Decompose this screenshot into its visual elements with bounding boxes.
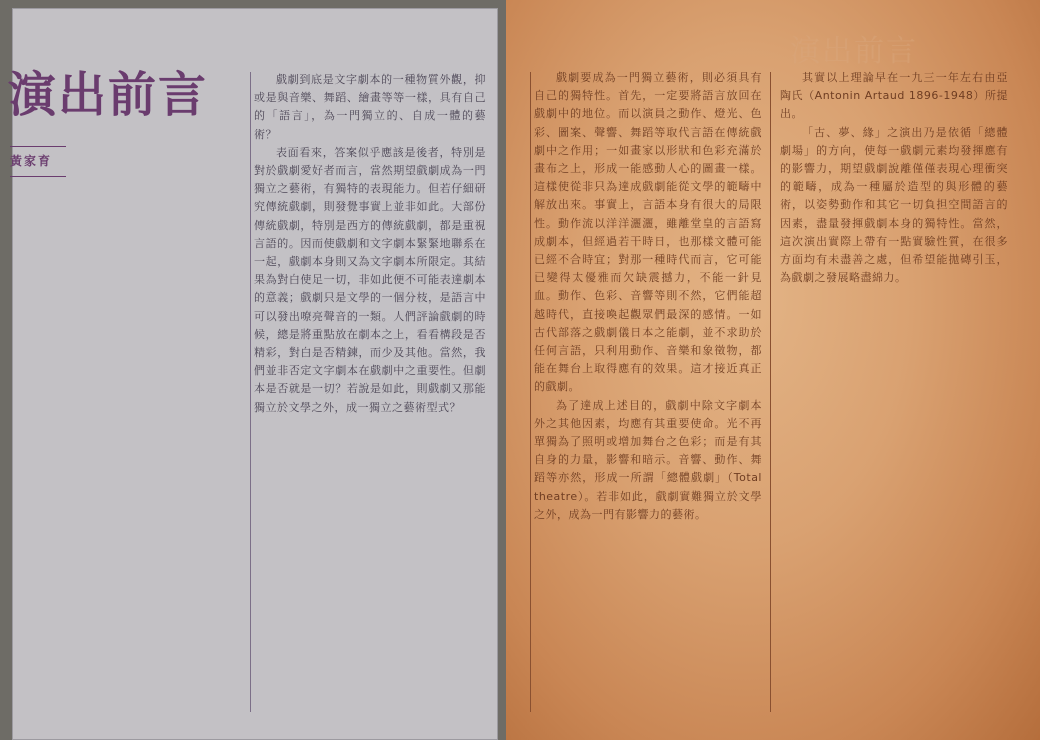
- right-paragraph: 「古、夢、緣」之演出乃是依循「總體劇場」的方向，使每一戲劇元素均發揮應有的影響力，期望戲劇說離僅僅表現心理衝突的範疇，成為一種屬於造型的與形體的藝術，以姿勢動作和其它一切負担空間語言的因素，盡量發揮戲劇本身的獨特性。當然，這次演出實際上帶有一點實驗性質，在很多方面均有未盡善之處，但希望能拋磚引玉，為戲劇之發展略盡綿力。: [780, 125, 1008, 285]
- left-paragraph: 表面看來，答案似乎應該是後者，特別是對於戲劇愛好者而言，當然期望戲劇成為一門獨立之藝術，有獨特的表現能力。但若仔細研究傳統戲劇，則發覺事實上並非如此。大部份傳統戲劇，特別是西方的傳統戲劇，都是重視言語的。因而使戲劇和文字劇本緊緊地聯系在一起，戲劇本身則又為文字劇本所限定。其結果為對白使足一切，非如此便不可能表達劇本的意義；戲劇只是文學的一個分枝，是語言中可以發出嘹亮聲音的一類。人們評論戲劇的時候，總是將重點放在劇本之上，看看構段是否精彩，對白是否精鍊，而少及其他。當然，我們並非否定文字劇本在戲劇中之重要性。但劇本是否就是一切？若說是如此，則戲劇又那能獨立於文學之外，成一獨立之藝術型式？: [254, 145, 486, 414]
- author-rule-top: [10, 146, 66, 147]
- right-page-column-2: [780, 69, 1008, 287]
- right-paragraph: 戲劇要成為一門獨立藝術，則必須具有自己的獨特性。首先，一定要將語言放回在戲劇中的地位。而以演員之動作、燈光、色彩、圖案、聲響、舞蹈等取代言語在傳統戲劇中之作用；一如畫家以形狀和色彩充滿於畫布之上，形成一能感動人心的圖畫一樣。這樣使從非只為達成戲劇能從文學的範疇中解放出來。事實上，言語本身有很大的局限性。動作流以洋洋灑灑，雖離堂皇的言語寫成劇本，但經過若干時日，也那樣文體可能已經不合時宜；對那一種時代而言，它可能已變得太優雅而欠缺震撼力，不能一針見血。動作、色彩、音響等則不然，它們能超越時代，直接喚起觀眾們最深的感情。一如古代部落之戲劇儀日本之能劇，並不求助於任何言語，只利用動作、音樂和象徵物，都能在舞台上取得應有的效果。這才接近真正的戲劇。: [534, 71, 762, 394]
- right-paragraph: 其實以上理論早在一九三一年左右由亞陶氏（Antonin Artaud 1896-1948）所提出。: [780, 71, 1008, 121]
- right-paragraph: 為了達成上述目的，戲劇中除文字劇本外之其他因素，均應有其重要使命。光不再單獨為了照明或增加舞台之色彩；而是有其自身的力量，影響和暗示。音響、動作、舞蹈等亦然，形成一所謂「總體戲劇」（Total theatre）。若非如此，戲劇實難獨立於文學之外，成為一門有影響力的藝術。: [534, 398, 762, 521]
- right-column1-rule: [530, 72, 531, 712]
- left-column-rule: [250, 72, 251, 712]
- left-paragraph: 戲劇到底是文字劇本的一種物質外觀，抑或是與音樂、舞蹈、繪畫等等一樣，具有自己的「語言」，為一門獨立的、自成一體的藝術？: [254, 73, 486, 141]
- page-title: 演出前言: [8, 67, 209, 123]
- right-page-column-1: [534, 69, 762, 524]
- ghost-heading: 演出前言: [790, 34, 918, 69]
- author-name: 黃家育: [10, 154, 53, 168]
- author-rule-bottom: [10, 176, 66, 177]
- right-column2-rule: [770, 72, 771, 712]
- left-page-body: [254, 71, 486, 417]
